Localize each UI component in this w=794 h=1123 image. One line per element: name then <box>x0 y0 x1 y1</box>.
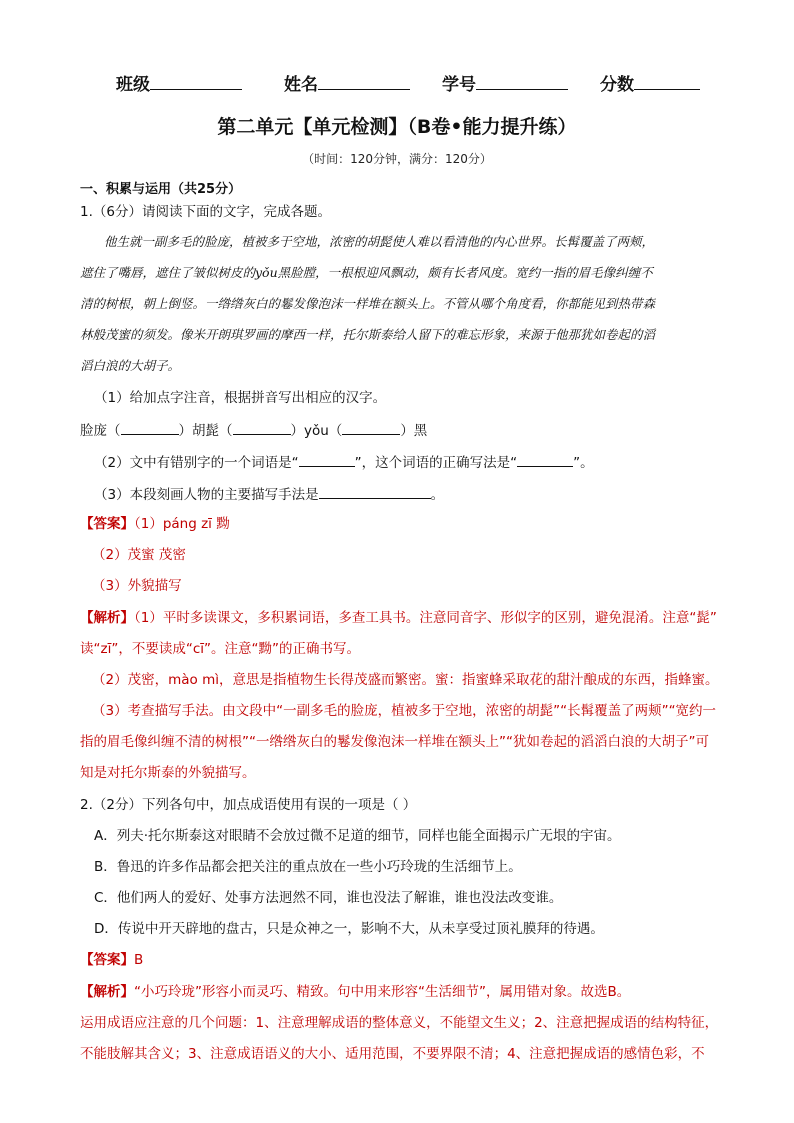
passage-line: 遮住了嘴唇，遮住了皱似树皮的yǒu黑脸膛，一根根迎风飘动，颇有长者风度。宽约一指的眉毛像纠缠不 <box>80 265 653 280</box>
answer-blank[interactable] <box>233 420 291 435</box>
analysis-text: （1）平时多读课文，多积累词语，多查工具书。注意同音字、形似字的区别，避免混淆。注意“髭” <box>134 610 717 626</box>
q2-stem: 2.（2分）下列各句中，加点成语使用有误的一项是（ ） <box>80 797 417 813</box>
name-blank[interactable] <box>318 73 410 90</box>
q1-answer-2: （2）茂蜜 茂密 <box>92 547 186 563</box>
q2-option-d[interactable]: D．传说中开天辟地的盘古，只是众神之一，影响不大，从未享受过顶礼膜拜的待遇。 <box>94 921 604 937</box>
analysis-line: （2）茂密，mào mì，意思是指植物生长得茂盛而繁密。蜜：指蜜蜂采取花的甜汁酿成的东西，指蜂蜜。 <box>92 672 719 688</box>
q1-sub2-text: ”。 <box>573 455 594 471</box>
q1-answer-1 <box>80 514 230 534</box>
id-label: 学号 <box>442 75 476 95</box>
analysis-line: 指的眉毛像纠缠不清的树根”“一绺绺灰白的鬈发像泡沫一样堆在额头上”“犹如卷起的滔滔白浪的大胡子”可 <box>80 734 709 750</box>
passage-line: 清的树根，朝上倒竖。一绺绺灰白的鬈发像泡沫一样堆在额头上。不管从哪个角度看，你都能见到热带森 <box>80 296 656 311</box>
q1-analysis-1 <box>80 608 717 628</box>
answer-blank[interactable] <box>342 420 400 435</box>
pinyin-item-a: 脸庞（ <box>80 423 121 439</box>
analysis-line: （3）考查描写手法。由文段中“一副多毛的脸庞，植被多于空地，浓密的胡髭”“长髯覆盖了两颊”“宽约一 <box>92 703 717 719</box>
q1-sub3 <box>94 484 444 505</box>
section-heading: 一、积累与运用（共25分） <box>80 182 242 197</box>
q1-answer-3: （3）外貌描写 <box>92 578 182 594</box>
student-info-row <box>0 70 794 96</box>
score-blank[interactable] <box>634 73 700 90</box>
answer-blank[interactable] <box>319 484 431 499</box>
analysis-line: 运用成语应注意的几个问题：1、注意理解成语的整体意义，不能望文生义；2、注意把握成语的结构特征， <box>80 1015 719 1031</box>
answer-tag: 【答案】 <box>80 952 134 968</box>
analysis-tag: 【解析】 <box>80 610 134 626</box>
q1-sub2 <box>94 452 594 473</box>
passage-line: 林般茂蜜的须发。像米开朗琪罗画的摩西一样，托尔斯泰给人留下的难忘形象，来源于他那犹如卷起的滔 <box>80 327 656 342</box>
pinyin-item-c: ）yǒu（ <box>290 423 343 439</box>
q1-sub1-items <box>80 420 427 441</box>
class-field <box>116 70 242 95</box>
id-field <box>442 70 568 95</box>
class-blank[interactable] <box>150 73 242 90</box>
answer-blank[interactable] <box>517 452 573 467</box>
passage-line: 滔白浪的大胡子。 <box>80 358 181 373</box>
q2-analysis-1 <box>80 982 630 1002</box>
q1-sub1: （1）给加点字注音，根据拼音写出相应的汉字。 <box>94 390 387 406</box>
name-label: 姓名 <box>284 75 318 95</box>
analysis-line: 读“zī”，不要读成“cī”。注意“黝”的正确书写。 <box>80 641 360 657</box>
q1-sub3-text: （3）本段刻画人物的主要描写手法是 <box>94 487 319 503</box>
score-label: 分数 <box>600 75 634 95</box>
q2-answer <box>80 950 143 970</box>
q1-sub2-text: （2）文中有错别字的一个词语是“ <box>94 455 299 471</box>
q2-option-c[interactable]: C．他们两人的爱好、处事方法迥然不同，谁也没法了解谁，谁也没法改变谁。 <box>94 890 563 906</box>
analysis-text: “小巧玲珑”形容小而灵巧、精致。句中用来形容“生活细节”，属用错对象。故选B。 <box>134 984 631 1000</box>
page-title: 第二单元【单元检测】（B卷•能力提升练） <box>217 116 577 138</box>
q1-stem: 1.（6分）请阅读下面的文字，完成各题。 <box>80 204 331 220</box>
passage-line: 他生就一副多毛的脸庞，植被多于空地，浓密的胡髭使人难以看清他的内心世界。长髯覆盖了两颊， <box>104 234 655 249</box>
answer-blank[interactable] <box>121 420 179 435</box>
analysis-tag: 【解析】 <box>80 984 134 1000</box>
q1-sub2-text: ”，这个词语的正确写法是“ <box>354 455 518 471</box>
answer-blank[interactable] <box>299 452 355 467</box>
class-label: 班级 <box>116 75 150 95</box>
q2-option-b[interactable]: B．鲁迅的许多作品都会把关注的重点放在一些小巧玲珑的生活细节上。 <box>94 859 522 875</box>
name-field <box>284 70 410 95</box>
analysis-line: 知是对托尔斯泰的外貌描写。 <box>80 765 256 781</box>
page-subtitle: （时间：120分钟，满分：120分） <box>302 152 492 166</box>
pinyin-item-b: ）胡髭（ <box>178 423 233 439</box>
answer-text: B <box>134 952 144 968</box>
q1-sub3-text: 。 <box>430 487 445 503</box>
pinyin-item-d: ）黑 <box>400 423 428 439</box>
analysis-line: 不能肢解其含义；3、注意成语语义的大小、适用范围，不要界限不清；4、注意把握成语的感情色彩，不 <box>80 1046 705 1062</box>
answer-tag: 【答案】 <box>80 516 134 532</box>
score-field <box>600 70 700 95</box>
answer-text: （1）páng zī 黝 <box>134 516 230 532</box>
q2-option-a[interactable]: A．列夫·托尔斯泰这对眼睛不会放过微不足道的细节，同样也能全面揭示广无垠的宇宙。 <box>94 828 621 844</box>
id-blank[interactable] <box>476 73 568 90</box>
